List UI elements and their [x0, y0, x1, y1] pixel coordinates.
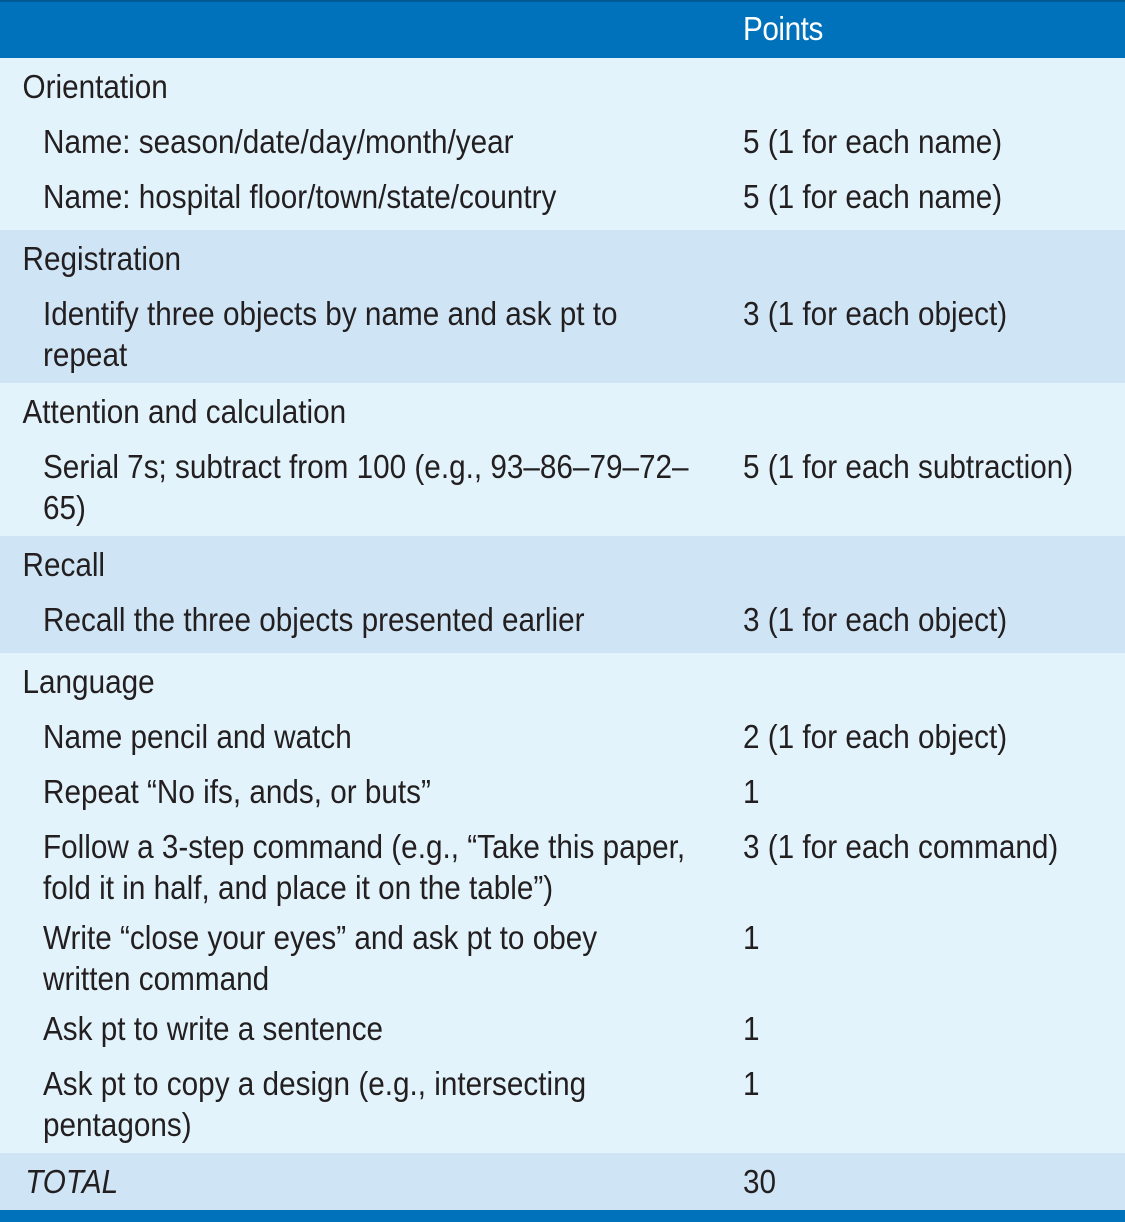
category-row: [0, 238, 1125, 284]
item-points: 2 (1 for each object): [743, 718, 1008, 755]
category-label: Recall: [22, 546, 106, 583]
table-header: [0, 0, 1125, 58]
item-text: Recall the three objects presented earlier: [43, 601, 585, 638]
section-registration: [0, 230, 1125, 383]
category-label: Orientation: [22, 68, 168, 105]
table-row: [0, 446, 1125, 528]
table-row: [0, 826, 1125, 908]
table-row: [0, 771, 1125, 817]
item-text: Write “close your eyes” and ask pt to obey written command: [43, 919, 598, 997]
item-points: 1: [743, 773, 760, 810]
item-points: 5 (1 for each subtraction): [743, 448, 1074, 485]
item-text: Name: season/date/day/month/year: [43, 123, 514, 160]
item-text: Repeat “No ifs, ands, or buts”: [43, 773, 431, 810]
item-points: 5 (1 for each name): [743, 178, 1003, 215]
item-text: Follow a 3-step command (e.g., “Take this paper, fold it in half, and place it on the table”): [43, 828, 686, 906]
item-text: Ask pt to copy a design (e.g., intersecting pentagons): [43, 1065, 587, 1143]
item-points: 3 (1 for each object): [743, 295, 1008, 332]
item-text: Name: hospital floor/town/state/country: [43, 178, 557, 215]
item-text: Serial 7s; subtract from 100 (e.g., 93–86–79–72–65): [43, 448, 689, 526]
table-row: [0, 293, 1125, 375]
category-row: [0, 391, 1125, 437]
category-label: Registration: [22, 240, 181, 277]
table-row: [0, 599, 1125, 645]
table-row: [0, 1008, 1125, 1054]
category-label: Attention and calculation: [22, 393, 347, 430]
item-points: 1: [743, 1010, 760, 1047]
category-label: Language: [22, 663, 155, 700]
item-points: 5 (1 for each name): [743, 123, 1003, 160]
item-text: Ask pt to write a sentence: [43, 1010, 384, 1047]
total-points: 30: [743, 1163, 777, 1200]
table-row: [0, 176, 1125, 222]
section-recall: [0, 536, 1125, 653]
section-language: [0, 653, 1125, 1153]
category-row: [0, 66, 1125, 112]
table-row: [0, 1063, 1125, 1145]
item-points: 3 (1 for each command): [743, 828, 1059, 865]
table-row: [0, 121, 1125, 167]
section-attention: [0, 383, 1125, 536]
category-row: [0, 661, 1125, 707]
category-row: [0, 544, 1125, 590]
item-text: Name pencil and watch: [43, 718, 352, 755]
section-total: [0, 1153, 1125, 1215]
item-points: 1: [743, 919, 760, 956]
table-row: [0, 716, 1125, 762]
points-column-header: Points: [743, 10, 823, 47]
footer-bar: [0, 1210, 1125, 1222]
total-row: [0, 1161, 1125, 1207]
total-label: TOTAL: [25, 1163, 119, 1200]
item-points: 1: [743, 1065, 760, 1102]
table-row: [0, 917, 1125, 999]
item-points: 3 (1 for each object): [743, 601, 1008, 638]
item-text: Identify three objects by name and ask pt to repeat: [43, 295, 618, 373]
section-orientation: [0, 58, 1125, 230]
